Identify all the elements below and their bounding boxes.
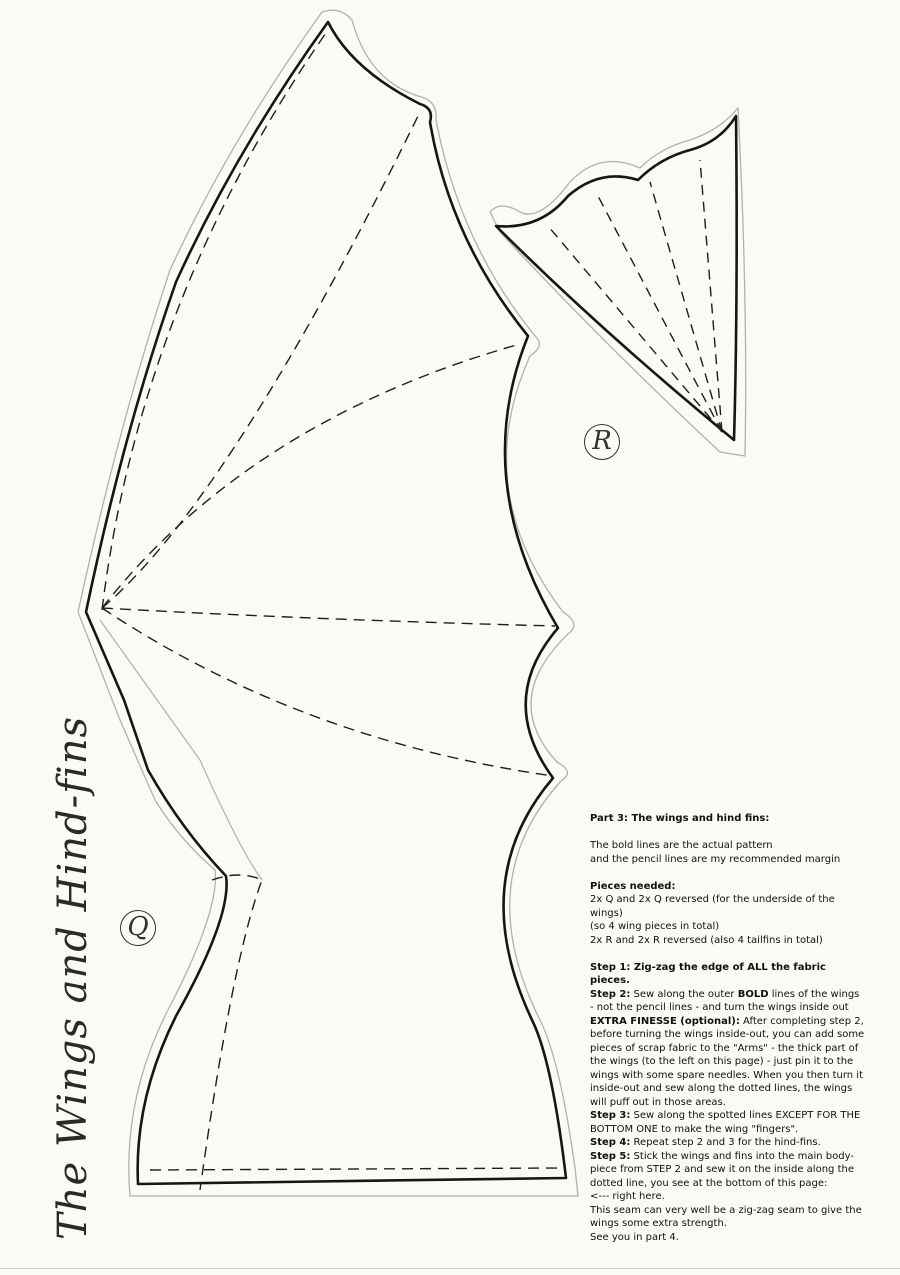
pieces-heading: Pieces needed: — [590, 880, 676, 892]
wing-q-pencil-margin — [78, 10, 578, 1196]
piece-r-label: R — [584, 424, 620, 460]
wing-q-pencil-arm — [100, 620, 262, 880]
step-1: Step 1: Zig-zag the edge of ALL the fabric pieces. — [590, 961, 826, 986]
instructions-heading: Part 3: The wings and hind fins: — [590, 813, 770, 824]
piece-q-label: Q — [120, 910, 156, 946]
step-3: Step 3: Sew along the spotted lines EXCEPT FOR THE BOTTOM ONE to make the wing "fingers". — [590, 1110, 861, 1135]
page-bottom-edge — [0, 1268, 900, 1269]
intro-line: and the pencil lines are my recommended margin — [590, 853, 841, 865]
fin-r-pencil-margin — [490, 108, 746, 456]
closing-line: See you in part 4. — [590, 1231, 679, 1243]
step-5: Step 5: Stick the wings and fins into the main body-piece from STEP 2 and sew it on the inside along the dotted line, you see at the bottom of this page: — [590, 1150, 854, 1189]
step-4: Step 4: Repeat step 2 and 3 for the hind-fins. — [590, 1137, 821, 1148]
wing-q-bold-outline — [86, 22, 566, 1184]
wing-q-dashed-seams — [102, 30, 560, 1190]
page-side-title: The Wings and Hind-fins — [50, 715, 96, 1240]
fin-r-dashed-seams — [548, 160, 722, 432]
intro-line: The bold lines are the actual pattern — [590, 840, 773, 851]
step-2: Step 2: Sew along the outer BOLD lines of the wings - not the pencil lines - and turn the wings inside out — [590, 988, 860, 1013]
arrow-line: <--- right here. — [590, 1191, 665, 1202]
pieces-line: 2x R and 2x R reversed (also 4 tailfins in total) — [590, 934, 823, 946]
pieces-line: (so 4 wing pieces in total) — [590, 921, 720, 932]
closing-line: This seam can very well be a zig-zag seam to give the wings some extra strength. — [590, 1204, 862, 1229]
extra-finesse: EXTRA FINESSE (optional): After completing step 2, before turning the wings inside-out, you can add some pieces of scrap fabric to the "Arms" - the thick part of the wings (to the left on this page) - just pin it to the wings with some spare needles. When you then turn it inside-out and sew along the dotted lines, the wings will puff out in those areas. — [590, 1015, 865, 1108]
pieces-line: 2x Q and 2x Q reversed (for the underside of the wings) — [590, 894, 835, 919]
instructions-text-block — [590, 812, 865, 1244]
fin-r-bold-outline — [496, 116, 737, 440]
